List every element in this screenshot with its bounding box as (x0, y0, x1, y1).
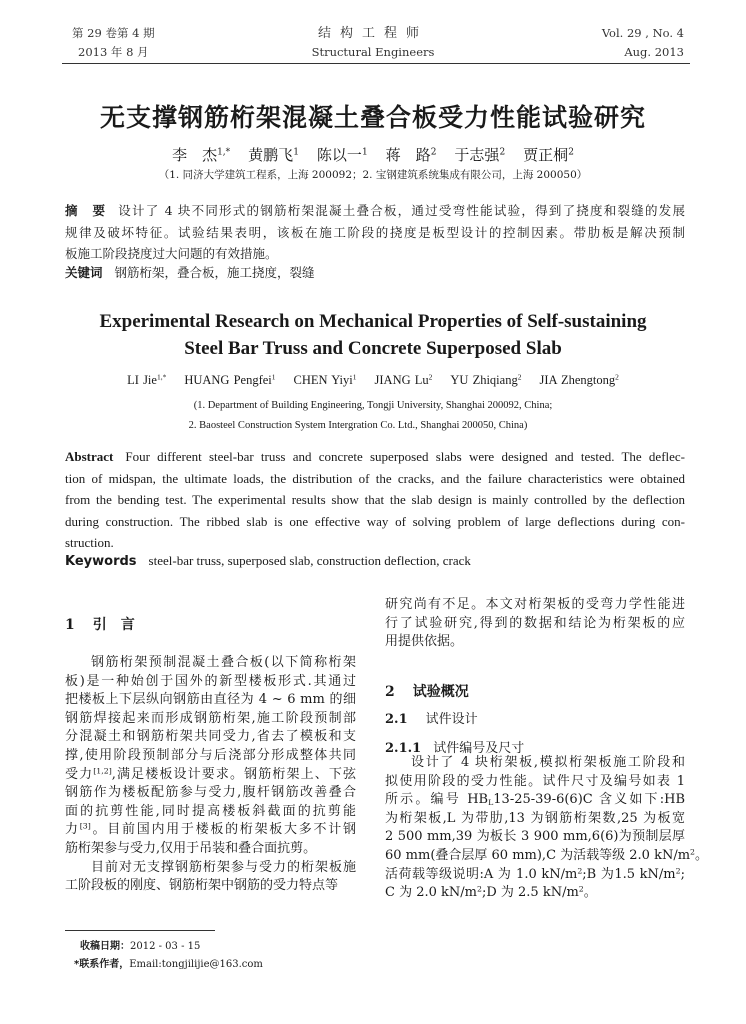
author-affiliation-mark: 2 (615, 372, 619, 382)
paragraph-line: 目前对无支撑钢筋桁架参与受力的桁架板施 (91, 859, 356, 875)
abstract-line: 板施工阶段挠度过大问题的有效措施。 (65, 246, 278, 261)
paragraph-line: 撑,使用阶段预制部分与后浇部分形成整体共同 (65, 747, 356, 763)
author-list-en (0, 373, 746, 388)
superscript: [3] (79, 821, 91, 831)
section-heading-test-overview (385, 681, 469, 701)
paragraph-line: 筋桁架参与受力,仅用于吊装和叠合面抗剪。 (65, 840, 317, 856)
paper-title-en (0, 308, 746, 362)
right-column-body-top (385, 596, 685, 652)
author (523, 146, 574, 164)
author (454, 146, 505, 164)
section-heading-introduction (65, 614, 135, 634)
keywords-text-en: steel-bar truss, superposed slab, construction deflection, crack (148, 553, 471, 568)
author (539, 373, 618, 387)
author-name: HUANG Pengfei (184, 373, 272, 387)
author (172, 146, 230, 164)
section-number: 1 (65, 617, 75, 633)
volume-en: Vol. 29 , No. 4 (601, 26, 684, 40)
paragraph-line: 受力[1,2],满足楼板设计要求。钢筋桁架上、下弦 (65, 765, 356, 782)
author (294, 373, 357, 387)
paper-title-cn: 无支撑钢筋桁架混凝土叠合板受力性能试验研究 (99, 103, 646, 132)
keywords-label-cn: 关键词 (65, 265, 103, 280)
section-title: 试验概况 (412, 684, 469, 700)
date-en: Aug. 2013 (624, 45, 684, 59)
paragraph-line: 研究尚有不足。本文对桁架板的受弯力学性能进 (385, 597, 685, 612)
paragraph-line: 2 500 mm,39 为板长 3 900 mm,6(6)为预制层厚 (385, 829, 685, 845)
abstract-line: tion of midspan, the ultimate loads, the distribution of the cracks, and the failure characteristics were obtained (65, 470, 685, 486)
author-affiliation-mark: 2 (428, 372, 433, 382)
author-affiliation-mark: 2 (517, 372, 522, 382)
author-affiliation-mark: 1 (271, 372, 276, 382)
footnote-email: Email:tongjilijie@163.com (129, 959, 263, 970)
affiliation-en-line: (1. Department of Building Engineering, Tongji University, Shanghai 200092, China; (193, 400, 553, 411)
keywords-en (65, 553, 685, 569)
paragraph-line: 行了试验研究,得到的数据和结论为桁架板的应 (385, 615, 685, 631)
author-name: 黄鹏飞 (248, 146, 294, 164)
author-affiliation-mark: 2 (568, 147, 574, 158)
left-column-body (65, 654, 356, 896)
author (248, 146, 299, 164)
author-affiliation-mark: 1 (361, 147, 368, 158)
paragraph-line: 活荷载等级说明:A 为 1.0 $kN/m^2;B$ 为1.5 $kN/m^2$; (385, 865, 685, 882)
paragraph-line: 所示。编号 $HB_L13-25-39-6(6)C$ 含义如下:HB (385, 792, 686, 808)
superscript: [1,2] (93, 765, 112, 775)
author-name: 贾正桐 (523, 146, 569, 164)
paragraph-line: 分混凝土和钢筋桁架共同受力,省去了模板和支 (65, 729, 356, 745)
author-list-cn (0, 144, 746, 165)
author (184, 373, 275, 387)
volume-cn: 第 29 卷第 4 期 (72, 26, 155, 40)
author-affiliation-mark: 1,* (217, 147, 231, 158)
affiliation-cn: （1. 同济大学建筑工程系，上海 200092；2. 宝钢建筑系统集成有限公司，上海 200050） (158, 169, 588, 181)
author-affiliation-mark: 1 (352, 372, 357, 382)
author-name: JIA Zhengtong (539, 373, 616, 387)
author (127, 373, 166, 387)
section-number: 2.1.1 (385, 741, 422, 756)
keywords-label-en: Keywords (65, 554, 137, 569)
superscript: 2 (690, 847, 696, 857)
journal-issue-en (602, 24, 684, 62)
superscript: 2 (577, 865, 583, 875)
abstract-line: 规律及破坏特征。试验结果表明，该板在施工阶段的挠度是板型设计的控制因素。带肋板是解决预制 (65, 224, 685, 240)
author-name: 于志强 (454, 146, 500, 164)
paragraph-line: C 为 2.0 $kN/m^2;D$ 为 2.5 $kN/m^2$。 (385, 884, 597, 901)
subscript: L (488, 798, 494, 808)
section-number: 2 (385, 684, 395, 700)
author (317, 146, 368, 164)
abstract-label: 摘 要 (65, 203, 107, 218)
affiliation-en (0, 396, 746, 436)
footnote-rule (65, 930, 215, 931)
author-name: YU Zhiqiang (450, 373, 518, 387)
author-affiliation-mark: 2 (499, 147, 506, 158)
paper-title-en-line: Experimental Research on Mechanical Properties of Self-sustaining (99, 311, 647, 332)
author-name: LI Jie (127, 373, 157, 387)
section-number: 2.1 (385, 712, 408, 727)
paragraph-line: 60 mm(叠合层厚 60 mm),C 为活载等级 2.0 $kN/m^2$。 (385, 847, 709, 863)
section-title: 试件编号及尺寸 (433, 741, 525, 756)
author-name: CHEN Yiyi (293, 373, 353, 387)
footnotes (74, 938, 263, 974)
paragraph-line: 设计了 4 块桁架板,模拟桁架板施工阶段和 (411, 755, 685, 770)
subsection-heading-specimen-design (385, 708, 478, 727)
paragraph-line: 为桁架板,L 为带肋,13 为钢筋桁架数,25 为板宽 (385, 810, 685, 826)
author (450, 373, 521, 387)
paragraph-line: 用提供依据。 (385, 634, 464, 650)
affiliation-en-line: 2. Baosteel Construction System Intergration Co. Ltd., Shanghai 200050, China) (188, 420, 528, 431)
author-name: 蒋 路 (385, 146, 431, 164)
paper-title-en-line: Steel Bar Truss and Concrete Superposed Slab (184, 338, 562, 359)
paragraph-line: 力[3]。目前国内用于楼板的桁架板大多不计钢 (65, 821, 356, 838)
section-title: 引 言 (92, 617, 135, 633)
author-name: JIANG Lu (374, 373, 429, 387)
header-rule (62, 63, 690, 64)
abstract-en (65, 446, 685, 554)
superscript: 2 (675, 865, 681, 875)
paragraph-line: 钢筋桁架预制混凝土叠合板(以下简称桁架 (91, 655, 356, 670)
section-title: 试件设计 (425, 712, 478, 727)
author (375, 373, 433, 387)
superscript: 2 (578, 884, 584, 894)
right-column-body-bottom (385, 754, 709, 903)
footnote-label: 收稿日期： (80, 941, 130, 952)
paragraph-line: 工阶段板的刚度、钢筋桁架中钢筋的受力特点等 (65, 878, 339, 894)
superscript: 2 (476, 884, 482, 894)
author-name: 李 杰 (172, 146, 218, 164)
abstract-label: Abstract (65, 449, 114, 464)
footnote-value: 2012 - 03 - 15 (130, 941, 201, 952)
keywords-text-cn: 钢筋桁架，叠合板，施工挠度，裂缝 (114, 265, 315, 280)
paragraph-line: 拟使用阶段的受力性能。试件尺寸及编号如表 1 (385, 773, 685, 789)
footnote-contact (74, 956, 263, 974)
abstract-cn (65, 200, 685, 265)
author-affiliation-mark: 1 (293, 147, 299, 158)
text: Four different steel-bar truss and concrete superposed slabs were designed and tested. The deflec- (125, 449, 685, 464)
abstract-line: struction. (65, 535, 114, 551)
abstract-line: during construction. The ribbed slab is one effective way of solving problem of large deflections during con- (65, 513, 685, 529)
author (386, 146, 437, 164)
abstract-line (65, 200, 685, 222)
journal-name-en: Structural Engineers (311, 45, 435, 59)
footnote-label: *联系作者， (74, 959, 130, 970)
footnote-received (80, 938, 263, 956)
abstract-line (65, 446, 685, 468)
keywords-cn (65, 263, 685, 281)
text: 设计了 4 块不同形式的钢筋桁架混凝土叠合板，通过受弯性能试验，得到了挠度和裂缝的发展 (118, 203, 685, 218)
date-cn: 2013 年 8 月 (78, 45, 149, 59)
paragraph-line: 面的抗剪性能,同时提高楼板斜截面的抗剪能 (65, 803, 356, 819)
paragraph-line: 钢筋作为楼板配筋参与受力,腹杆钢筋改善叠合 (65, 785, 356, 801)
paragraph-line: 板)是一种始创于国外的新型楼板形式.其通过 (65, 673, 356, 689)
paragraph-line: 把楼板上下层纵向钢筋由直径为 4 ~ 6 mm 的细 (65, 692, 356, 708)
author-affiliation-mark: 1,* (156, 372, 167, 382)
abstract-line: from the bending test. The experimental results show that the slab design is mainly controlled by the deflection (65, 492, 685, 508)
paragraph-line: 钢筋焊接起来而形成钢筋桁架,施工阶段预制部 (65, 710, 356, 726)
author-affiliation-mark: 2 (430, 147, 437, 158)
journal-name-cn: 结构工程师 (317, 26, 428, 41)
author-name: 陈以一 (316, 146, 362, 164)
